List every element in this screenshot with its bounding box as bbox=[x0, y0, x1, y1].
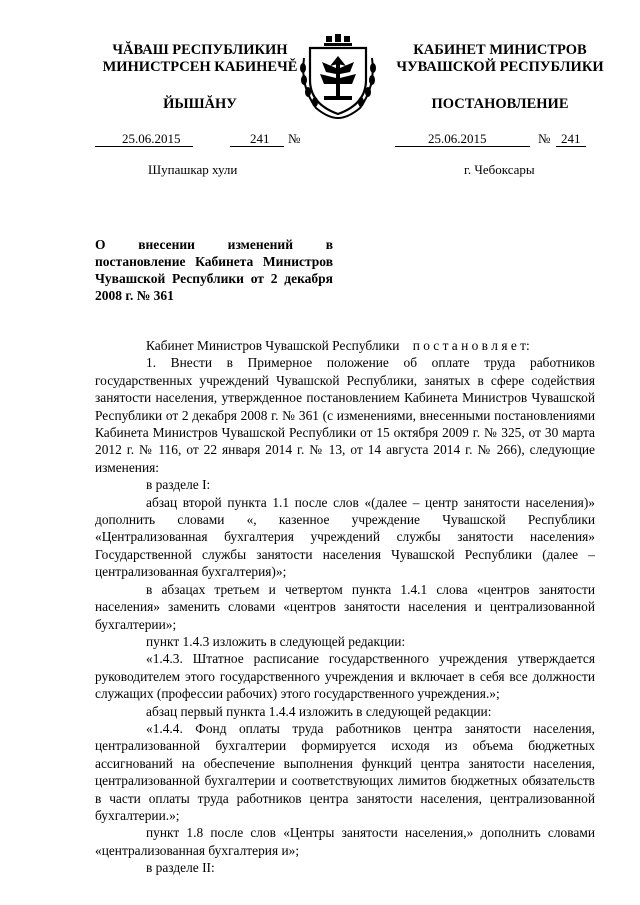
document-title: О внесении изменений в постановление Кабинета Министров Чувашской Республики от 2 декабря 2008 г. № 361 bbox=[95, 237, 333, 303]
right-city: г. Чебоксары bbox=[464, 162, 535, 177]
body-paragraph: в разделе I: bbox=[146, 477, 211, 493]
body-paragraph: пункт 1.4.3 изложить в следующей редакции: bbox=[146, 633, 406, 649]
right-header-line2: ЧУВАШСКОЙ РЕСПУБЛИКИ bbox=[396, 59, 604, 75]
right-number: 241 bbox=[561, 131, 581, 146]
right-header bbox=[385, 42, 615, 76]
body-paragraph: «1.4.4. Фонд оплаты труда работников центра занятости населения, централизованной бухгалтерии формируется исходя из объема бюджетных ассигнований на обеспечение выполнения функций центра занятости населения, централизованной бухгалтерии и соответствующих лимитов бюджетных обязательств в части оплаты труда работников центра занятости населения, централизованной бухгалтерии.»; bbox=[95, 720, 595, 823]
body-paragraph: абзац второй пункта 1.1 после слов «(далее – центр занятости населения)» дополнить словами «, казенное учреждение Чувашской Республики «Централизованная бухгалтерия учреждений службы занятости населения» Государственной службы занятости населения Чувашской Республики (далее – централизованная бухгалтерия)»; bbox=[95, 494, 595, 580]
body-paragraph: 1. Внести в Примерное положение об оплате труда работников государственных учреждений Чувашской Республики, занятых в сфере содействия занятости населения, утвержденное постановлением Кабинета Министров Чувашской Республики от 2 декабря 2008 г. № 361 (с изменениями, внесенными постановлениями Кабинета Министров Чувашской Республики от 15 октября 2009 г. № 325, от 30 марта 2012 г. № 116, от 22 января 2014 г. № 13, от 14 августа 2014 г. № 266), следующие изменения: bbox=[95, 355, 595, 475]
intro-org: Кабинет Министров Чувашской Республики bbox=[146, 338, 400, 353]
right-header-line1: КАБИНЕТ МИНИСТРОВ bbox=[413, 42, 587, 58]
left-header-line1: ЧĂВАШ РЕСПУБЛИКИН bbox=[112, 42, 288, 58]
body-intro bbox=[95, 337, 595, 354]
document-body bbox=[95, 337, 595, 877]
left-header-line2: МИНИСТРСЕН КАБИНЕЧĔ bbox=[102, 59, 298, 75]
right-date: 25.06.2015 bbox=[428, 131, 487, 146]
body-paragraph: в абзацах третьем и четвертом пункта 1.4.1 слова «центров занятости населения» заменить словами «центров занятости населения и централизованной бухгалтерии»; bbox=[95, 581, 595, 632]
intro-verb: п о с т а н о в л я е т: bbox=[412, 338, 530, 353]
body-paragraph: пункт 1.8 после слов «Центры занятости населения,» дополнить словами «централизованная бухгалтерия и»; bbox=[95, 825, 595, 858]
left-header bbox=[95, 42, 305, 76]
body-paragraph: «1.4.3. Штатное расписание государственного учреждения утверждается руководителем этого государственного учреждения и включает в себя все должности служащих (профессии рабочих) этого государственного учреждения.»; bbox=[95, 651, 595, 702]
left-number-sign: № bbox=[288, 131, 301, 146]
left-doc-kind: ЙЫШĂНУ bbox=[163, 96, 237, 112]
right-doc-kind: ПОСТАНОВЛЕНИЕ bbox=[431, 96, 569, 112]
body-paragraph: абзац первый пункта 1.4.4 изложить в следующей редакции: bbox=[146, 703, 492, 719]
left-number: 241 bbox=[250, 131, 270, 146]
chuvash-emblem-icon bbox=[296, 34, 380, 120]
left-city: Шупашкар хули bbox=[148, 162, 238, 177]
right-number-sign: № bbox=[538, 131, 551, 146]
body-paragraph: в разделе II: bbox=[146, 860, 215, 876]
left-date: 25.06.2015 bbox=[122, 131, 181, 146]
